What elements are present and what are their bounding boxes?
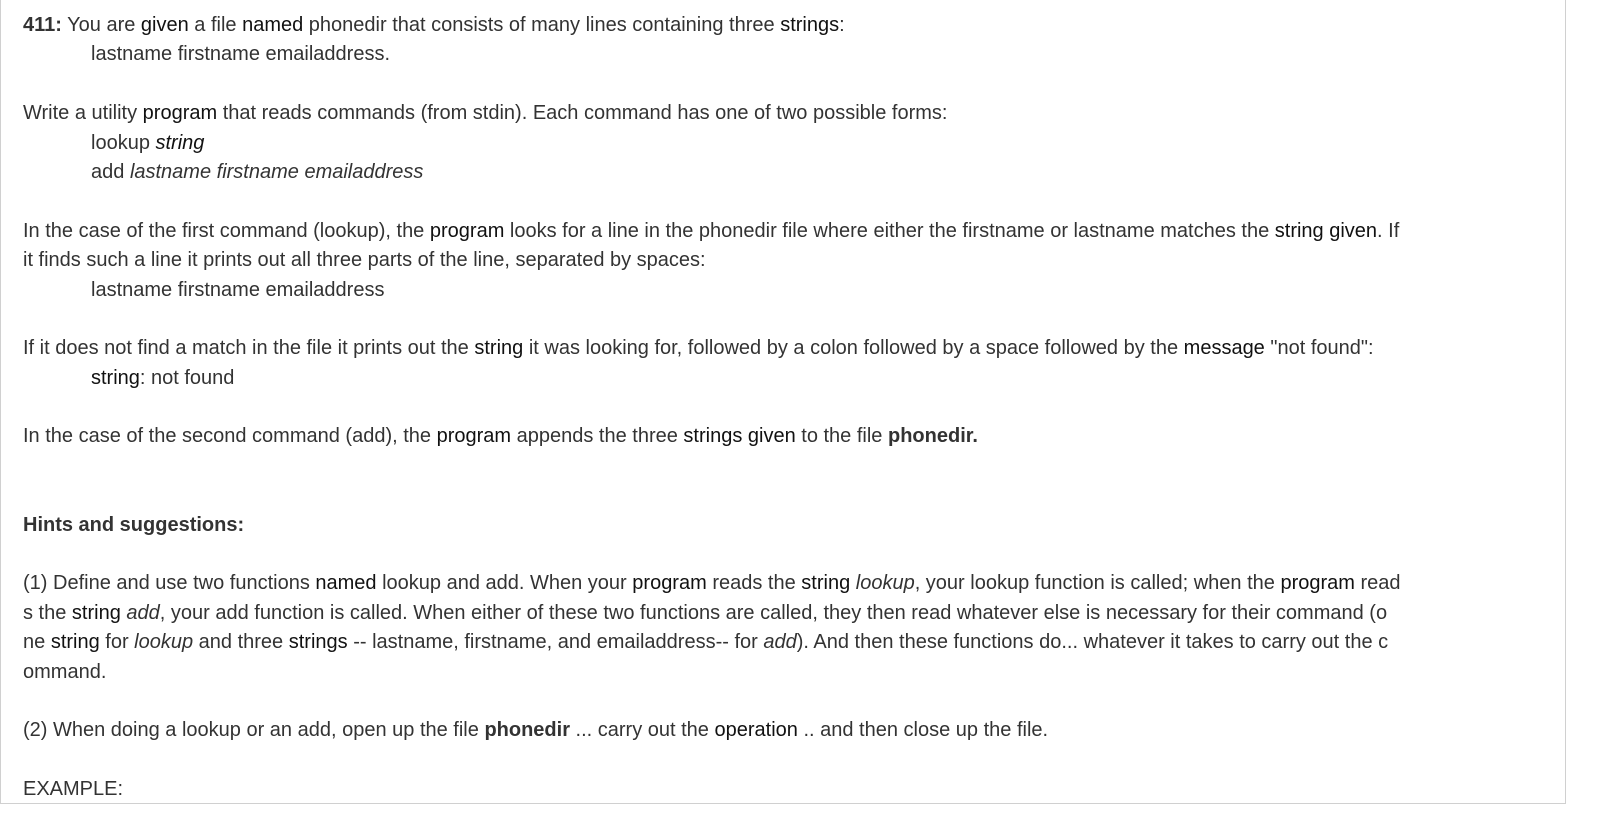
case1-line2: it finds such a line it prints out all three parts of the line, separated by spaces: <box>23 249 706 272</box>
hint1-text: (1) Define and use two functions <box>23 572 316 595</box>
keyword-strings: strings <box>288 631 348 654</box>
hint1-line4: ommand. <box>23 660 107 683</box>
hints-heading-text: Hints and suggestions: <box>23 513 245 536</box>
hint1-text: s the <box>23 601 72 624</box>
italic-lookup: lookup <box>134 631 194 654</box>
keyword-named: named <box>242 14 304 36</box>
keyword-string: string <box>91 366 140 389</box>
form-lookup-cmd: lookup <box>91 131 156 154</box>
intro-text: phonedir that consists of many lines containing three <box>303 14 781 36</box>
keyword-operation: operation <box>714 719 798 742</box>
keyword-string: string <box>801 572 851 595</box>
notfound-example-text: : not found <box>139 366 235 389</box>
hint1-text: , your lookup function is called; when the <box>914 572 1281 595</box>
form-lookup <box>23 129 1543 158</box>
filename-phonedir: phonedir <box>484 719 570 742</box>
case1-text: . If <box>1377 219 1400 242</box>
hint1-text: for <box>99 631 135 654</box>
form-add <box>23 158 1543 187</box>
hint1-text: read <box>1354 572 1401 595</box>
hint2-line <box>23 716 1543 745</box>
keyword-program: program <box>632 572 707 595</box>
write-text: Write a utility <box>23 102 143 125</box>
form-lookup-arg: string <box>155 131 205 154</box>
hint1-line3 <box>23 628 1543 657</box>
intro-paragraph <box>23 11 1543 40</box>
keyword-given: given <box>1329 219 1378 242</box>
keyword-string: string <box>474 337 524 360</box>
keyword-program: program <box>1280 572 1355 595</box>
notfound-text: it was looking for, followed by a colon followed by a space followed by the <box>523 337 1184 360</box>
intro-text: You are <box>61 14 141 36</box>
italic-add: add <box>126 601 160 624</box>
format-line: lastname firstname emailaddress. <box>91 43 391 66</box>
keyword-strings: strings <box>780 14 840 36</box>
form-add-cmd: add <box>91 160 130 183</box>
form-add-arg: lastname firstname emailaddress <box>129 160 424 183</box>
keyword-given: given <box>140 14 189 36</box>
case2-text: In the case of the second command (add), the <box>23 425 437 448</box>
intro-text: a file <box>188 14 243 36</box>
keyword-message: message <box>1183 337 1265 360</box>
case2-text: to the file <box>795 425 888 448</box>
italic-lookup: lookup <box>855 572 915 595</box>
keyword-strings: strings <box>683 425 743 448</box>
keyword-program: program <box>142 102 218 125</box>
notfound-paragraph <box>23 334 1543 363</box>
hint2-text: (2) When doing a lookup or an add, open up the file <box>23 719 485 742</box>
notfound-text: "not found": <box>1264 337 1374 360</box>
case1-text: looks for a line in the phonedir file where either the firstname or lastname matches the <box>504 219 1275 242</box>
hint1-text: ne <box>23 631 51 654</box>
hint1-text: reads the <box>706 572 802 595</box>
italic-add: add <box>763 631 797 654</box>
case2-paragraph <box>23 422 1543 451</box>
write-text: that reads commands (from stdin). Each command has one of two possible forms: <box>217 102 948 125</box>
hint1-line1 <box>23 569 1543 598</box>
example-label: EXAMPLE: <box>23 778 124 801</box>
hint1-text: -- lastname, firstname, and emailaddress-- for <box>347 631 764 654</box>
hint1-text: , your add function is called. When either of these two functions are called, they then read whatever else is necessary for their command (o <box>159 601 1388 624</box>
case1-paragraph <box>23 217 1543 246</box>
write-paragraph <box>23 99 1543 128</box>
case1-text: In the case of the first command (lookup), the <box>23 219 430 242</box>
intro-text: : <box>839 14 845 36</box>
case2-text: appends the three <box>511 425 684 448</box>
hint2-text: .. and then close up the file. <box>797 719 1049 742</box>
problem-number: 411: <box>23 14 62 36</box>
keyword-string: string <box>71 601 121 624</box>
output-line: lastname firstname emailaddress <box>91 278 385 301</box>
keyword-string: string <box>50 631 100 654</box>
hints-heading <box>23 511 1543 540</box>
hint2-text: ... carry out the <box>569 719 715 742</box>
filename-phonedir: phonedir. <box>887 425 978 448</box>
hint1-text: lookup and add. When your <box>376 572 633 595</box>
keyword-program: program <box>436 425 512 448</box>
keyword-program: program <box>429 219 505 242</box>
hint1-text: and three <box>193 631 289 654</box>
keyword-given: given <box>747 425 796 448</box>
hint1-line2 <box>23 599 1543 628</box>
problem-content <box>23 11 1543 804</box>
notfound-example <box>23 364 1543 393</box>
hint1-text: ). And then these functions do... whatever it takes to carry out the c <box>796 631 1389 654</box>
keyword-string: string <box>1274 219 1324 242</box>
notfound-text: If it does not find a match in the file it prints out the <box>23 337 475 360</box>
keyword-named: named <box>315 572 377 595</box>
